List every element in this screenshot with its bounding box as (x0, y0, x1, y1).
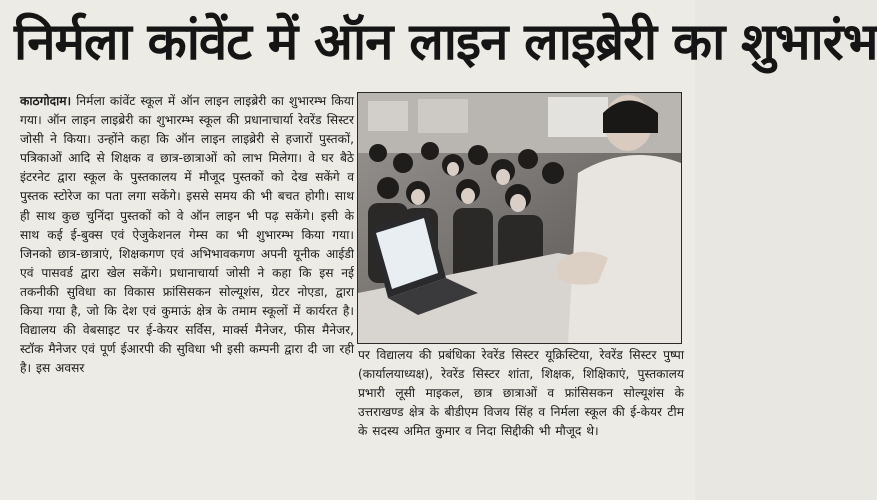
event-photo-image (358, 93, 681, 343)
headline: निर्मला कांवेंट में ऑन लाइन लाइब्रेरी का शुभारंभ (14, 13, 877, 72)
article-column-left (20, 92, 354, 496)
event-photo (357, 92, 682, 344)
dateline: काठगोदाम। (20, 94, 72, 108)
article-text-left: निर्मला कांवेंट स्कूल में ऑन लाइन लाइब्रेरी का शुभारम्भ किया गया। ऑन लाइन लाइब्रेरी का शुभारम्भ स्कूल की प्रधानाचार्या रेवरेंड सिस्टर जोसी ने किया। उन्होंने कहा कि ऑन लाइन लाइब्रेरी से हजारों पुस्तकों, पत्रिकाओं आदि से शिक्षक व छात्र-छात्राओं को लाभ मिलेगा। वे घर बैठे इंटरनेट द्वारा स्कूल के पुस्तकालय में मौजूद पुस्तकों को देख सकेंगे व पुस्तक स्टोरेज का पता लगा सकेंगे। इससे समय की भी बचत होगी। साथ ही साथ कुछ चुनिंदा पुस्तकों को वे ऑन लाइन भी पढ़ सकेंगे। इसी के साथ कई ई-बुक्स एवं ऐजुकेशनल गेम्स का भी शुभारम्भ किया गया। जिनको छात्र-छात्राएं, शिक्षकगण एवं अभिभावकगण अपनी यूनीक आईडी एवं पासवर्ड द्वारा खेल सकेंगे। प्रधानाचार्या जोसी ने कहा कि इस नई तकनीकी सुविधा का विकास फ्रांसिसकन सोल्यूशंस, ग्रेटर नोएडा, द्वारा किया गया है, जो कि देश एवं कुमाऊं क्षेत्र के तमाम स्कूलों में कार्यरत है। विद्यालय की वेबसाइट पर ई-केयर सर्विस, मार्क्स मैनेजर, फीस मैनेजर, स्टॉक मैनेजर एवं पूर्ण ईआरपी की सुविधा भी इसी कम्पनी द्वारा दी जा रही है। इस अवसर (20, 94, 354, 376)
article-body-right: पर विद्यालय की प्रबंधिका रेवरेंड सिस्टर यूक्रिस्टिया, रेवरेंड सिस्टर पुष्पा (कार्यालयाध्यक्ष), रेवरेंड सिस्टर शांता, शिक्षक, शिक्षिकाएं, पुस्तकालय प्रभारी लूसी माइकल, छात्र छात्राओं व फ्रांसिसकन सोल्यूशंस के उत्तराखण्ड क्षेत्र के बीडीएम विजय सिंह व निर्मला स्कूल की ई-केयर टीम के सदस्य अमित कुमार व निदा सिद्दीकी भी मौजूद थे। (358, 348, 684, 439)
article-column-right (358, 346, 684, 496)
article-body-left (20, 92, 354, 378)
